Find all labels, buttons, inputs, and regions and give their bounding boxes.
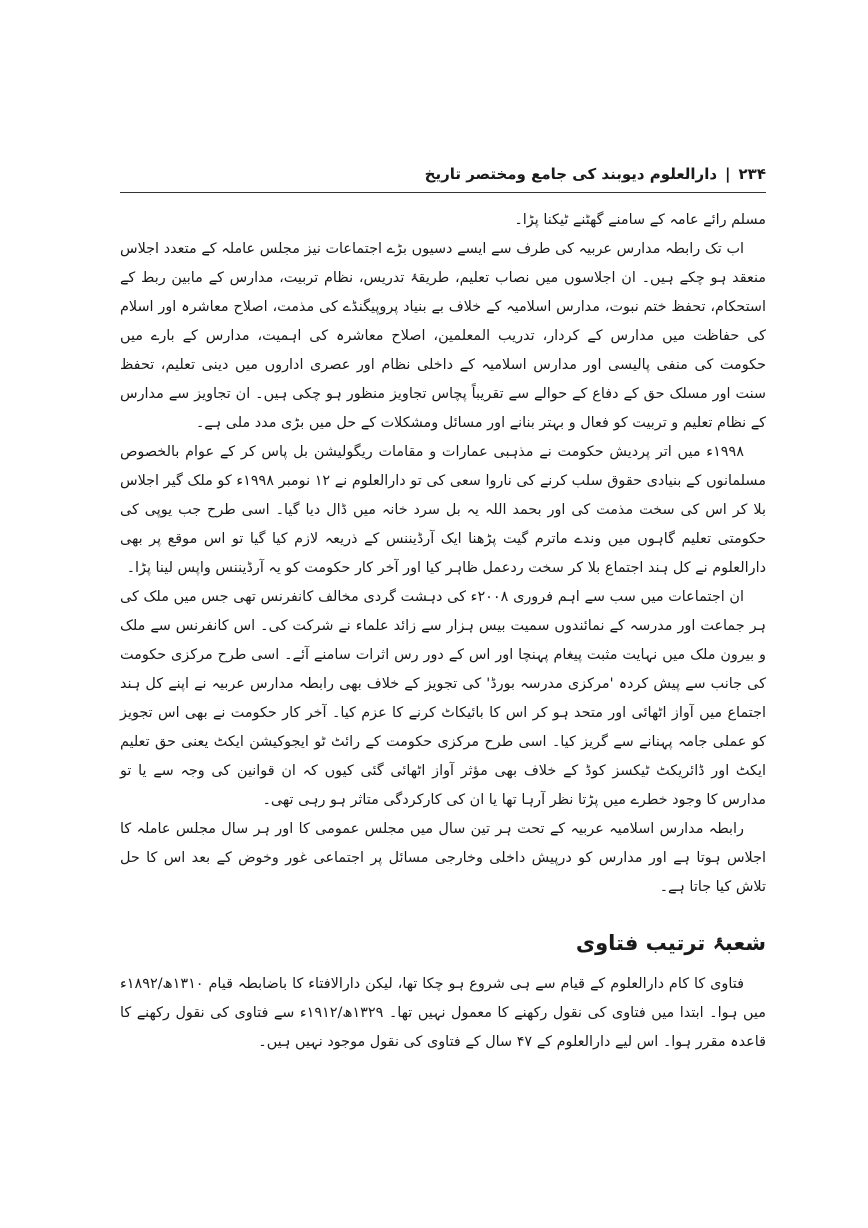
section-paragraph: فتاوی کا کام دارالعلوم کے قیام سے ہی شروع ہو چکا تھا، لیکن دارالافتاء کا باضابطہ قیام ۱۳۱۰ھ/۱۸۹۲ء میں ہوا۔ ابتدا میں فتاوی کی نقول رکھنے کا معمول نہیں تھا۔ ۱۳۲۹ھ/۱۹۱۲ء سے فتاوی کی نقول رکھنے کا قاعدہ مقرر ہوا۔ اس لیے دارالعلوم کے ۴۷ سال کے فتاوی کی نقول موجود نہیں ہیں۔ [120, 976, 766, 1050]
book-title: دارالعلوم دیوبند کی جامع ومختصر تاریخ [424, 165, 718, 183]
paragraph-3: ۱۹۹۸ء میں اتر پردیش حکومت نے مذہبی عمارات و مقامات ریگولیشن بل پاس کر کے عوام بالخصوص مسلمانوں کے بنیادی حقوق سلب کرنے کی ناروا سعی کی تو دارالعلوم نے ۱۲ نومبر ۱۹۹۸ء کو ملک گیر اجلاس بلا کر اس کی سخت مذمت کی اور بحمد اللہ یہ بل سرد خانہ میں ڈال دیا گیا۔ اسی طرح جب یوپی کی حکومتی تعلیم گاہوں میں وندے ماترم گیت پڑھنا ایک آرڈیننس کے ذریعہ لازم کیا گیا تو اس موقع پر بھی دارالعلوم نے کل ہند اجتماع بلا کر سخت ردعمل ظاہر کیا اور آخر کار حکومت کو یہ آرڈیننس واپس لینا پڑا۔ [120, 444, 766, 576]
header-separator: | [725, 165, 731, 183]
paragraph-2: اب تک رابطہ مدارس عربیہ کی طرف سے ایسے دسیوں بڑے اجتماعات نیز مجلس عاملہ کے متعدد اجلاس منعقد ہو چکے ہیں۔ ان اجلاسوں میں نصاب تعلیم، طریقۂ تدریس، نظام تربیت، مدارس کے مابین ربط کے استحکام، تحفظ ختم نبوت، مدارس اسلامیہ کے خلاف بے بنیاد پروپیگنڈے کی مذمت، اصلاح معاشرہ اور اسلام کی حفاظت میں مدارس کے کردار، تدریب المعلمین، اصلاح معاشرہ کی اہمیت، مدارس کے بارے میں حکومت کی منفی پالیسی اور مدارس اسلامیہ کے داخلی نظام اور عصری اداروں میں دینی تعلیم، تحفظ سنت اور مسلک حق کے دفاع کے حوالے سے تقریباً پچاس تجاویز منظور ہو چکی ہیں۔ ان تجاویز سے مدارس کے نظام تعلیم و تربیت کو فعال و بہتر بنانے اور مسائل ومشکلات کے حل میں بڑی مدد ملی ہے۔ [120, 241, 766, 431]
header-rule [120, 192, 766, 193]
section-heading: شعبۂ ترتیب فتاوی [575, 931, 766, 955]
page-number: ۲۳۴ [738, 165, 766, 183]
paragraph-1: مسلم رائے عامہ کے سامنے گھٹنے ٹیکنا پڑا۔ [514, 212, 766, 228]
paragraph-5: رابطہ مدارس اسلامیہ عربیہ کے تحت ہر تین سال میں مجلس عمومی کا اور ہر سال مجلس عاملہ کا اجلاس ہوتا ہے اور مدارس کو درپیش داخلی وخارجی مسائل پر اجتماعی غور وخوض کے بعد اس کا حل تلاش کیا جاتا ہے۔ [120, 821, 766, 895]
page-body [120, 206, 766, 1057]
running-header [120, 160, 766, 188]
paragraph-4: ان اجتماعات میں سب سے اہم فروری ۲۰۰۸ء کی دہشت گردی مخالف کانفرنس تھی جس میں ملک کی ہر جماعت اور مدرسہ کے نمائندوں سمیت بیس ہزار سے زائد علماء نے شرکت کی۔ اس کانفرنس سے ملک و بیرون ملک میں نہایت مثبت پیغام پہنچا اور اس کے دور رس اثرات سامنے آئے۔ اسی طرح مرکزی حکومت کی جانب سے پیش کردہ 'مرکزی مدرسہ بورڈ' کی تجویز کے خلاف بھی رابطہ مدارس عربیہ نے اپنے کل ہند اجتماع میں آواز اٹھائی اور متحد ہو کر اس کا بائیکاٹ کرنے کا عزم کیا۔ آخر کار حکومت نے بھی اس تجویز کو عملی جامہ پہنانے سے گریز کیا۔ اسی طرح مرکزی حکومت کے رائٹ ٹو ایجوکیشن ایکٹ یعنی حق تعلیم ایکٹ اور ڈائریکٹ ٹیکسز کوڈ کے خلاف بھی مؤثر آواز اٹھائی گئی کیوں کہ ان قوانین کی وجہ سے یا تو مدارس کا وجود خطرے میں پڑتا نظر آرہا تھا یا ان کی کارکردگی متاثر ہو رہی تھی۔ [120, 589, 766, 808]
